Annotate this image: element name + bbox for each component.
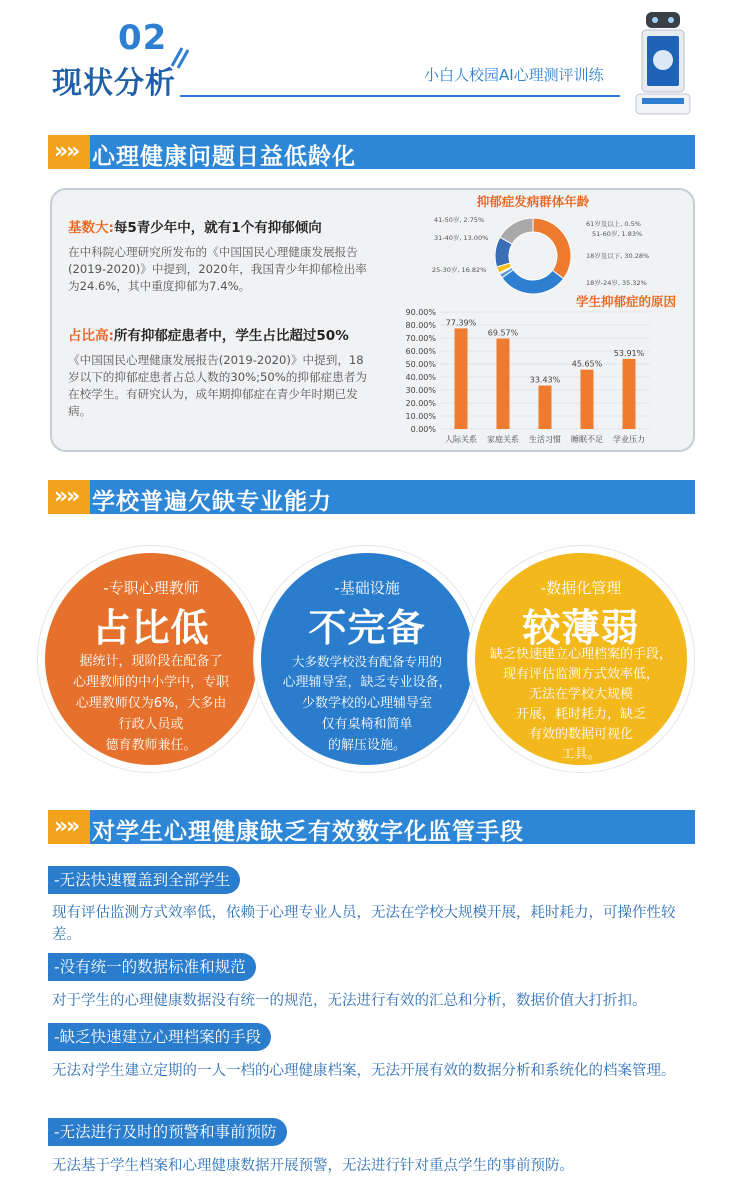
circle-description (45, 651, 257, 756)
desc-line: 心理教师仅为6%，大多由 (75, 696, 227, 711)
y-tick-label: 50.00% (405, 360, 436, 369)
bar (623, 359, 636, 429)
circle-caption: -专职心理教师 (103, 579, 199, 597)
pie-slice (502, 270, 564, 294)
bar (581, 370, 594, 429)
stat-body: 《中国国民心理健康发展报告(2019-2020)》中提到，18岁以下的抑郁症患者占总人数的30%;50%的抑郁症患者为在校学生。有研究认为，成年期抑郁症在青少年时期已发病。 (68, 353, 367, 418)
desc-line: 德育教师兼任。 (105, 738, 197, 753)
pie-label: 41-50岁, 2.75% (434, 216, 485, 224)
y-tick-label: 80.00% (405, 321, 436, 330)
issue-text: 现有评估监测方式效率低，依赖于心理专业人员，无法在学校大规模开展，耗时耗力，可操作性较差。 (52, 905, 676, 943)
pie-slice (500, 218, 533, 244)
stat-headline (68, 216, 368, 236)
issue-tag: -无法快速覆盖到全部学生 (48, 866, 240, 894)
circle-caption: -基础设施 (334, 579, 400, 597)
desc-line: 大多数学校没有配备专用的 (291, 654, 442, 669)
y-tick-label: 90.00% (405, 308, 436, 317)
circle-description (261, 651, 473, 756)
pie-slice (533, 218, 571, 279)
section-title: 心理健康问题日益低龄化 (92, 144, 356, 170)
header-divider (180, 95, 620, 97)
cause-bar-chart (405, 294, 676, 444)
circle-facilities (254, 546, 480, 772)
chevron-icon: » » (48, 135, 90, 169)
desc-line: 开展，耗时耗力，缺乏 (515, 707, 646, 722)
y-tick-label: 30.00% (405, 386, 436, 395)
circle-data-management (468, 546, 694, 772)
bar-value-label: 69.57% (487, 328, 519, 338)
x-category-label: 人际关系 (445, 435, 477, 444)
desc-line: 缺乏快速建立心理档案的手段， (489, 647, 672, 662)
desc-line: 仅有桌椅和简单 (321, 717, 413, 732)
charts-area (380, 192, 690, 450)
section-bar-3 (48, 810, 695, 844)
circle-teachers (38, 546, 264, 772)
bar-title: 学生抑郁症的原因 (575, 294, 677, 309)
desc-line: 有效的数据可视化 (528, 727, 633, 742)
bar (497, 339, 510, 429)
circle-description (475, 645, 687, 765)
circle-headline: 不完备 (308, 606, 426, 650)
circle-caption: -数据化管理 (540, 579, 622, 597)
x-category-label: 睡眠不足 (571, 435, 603, 444)
page-header (0, 0, 750, 125)
age-pie-chart (432, 194, 649, 294)
desc-line: 的解压设施。 (327, 738, 406, 753)
y-tick-label: 0.00% (410, 425, 436, 434)
issue-tag: -缺乏快速建立心理档案的手段 (48, 1023, 271, 1051)
chevron-icon: » » (48, 480, 90, 514)
pie-title: 抑郁症发病群体年龄 (476, 194, 590, 209)
stat-block-2 (68, 324, 368, 420)
circle-headline: 较薄弱 (522, 606, 640, 650)
pie-label: 18岁及以下, 30.28% (586, 252, 650, 260)
pie-label: 18岁-24岁, 35.32% (586, 279, 647, 287)
bar (455, 328, 468, 429)
page-title: 现状分析 (52, 66, 176, 101)
y-tick-label: 40.00% (405, 373, 436, 382)
x-category-label: 生活习惯 (529, 435, 561, 444)
bar-value-label: 53.91% (613, 348, 645, 358)
desc-line: 少数学校的心理辅导室 (301, 696, 432, 711)
section-bar-2 (48, 480, 695, 514)
stat-block-1 (68, 216, 368, 295)
bar-value-label: 45.65% (571, 359, 603, 369)
circle-headline: 占比低 (92, 606, 210, 650)
section-bar-1 (48, 135, 695, 169)
bar-value-label: 77.39% (445, 318, 477, 328)
pie-label: 25-30岁, 16.82% (432, 266, 487, 274)
x-category-label: 家庭关系 (487, 435, 519, 444)
desc-line: 行政人员或 (118, 717, 184, 732)
pie-label: 61岁及以上, 0.5% (586, 220, 641, 228)
issue-tag: -没有统一的数据标准和规范 (48, 953, 256, 981)
section-title: 对学生心理健康缺乏有效数字化监管手段 (92, 819, 524, 845)
desc-line: 心理辅导室，缺乏专业设备， (282, 675, 452, 690)
stat-key: 占比高: (68, 328, 114, 344)
issue-tag: -无法进行及时的预警和事前预防 (48, 1118, 287, 1146)
section-title: 学校普遍欠缺专业能力 (92, 489, 332, 515)
desc-line: 现有评估监测方式效率低， (502, 667, 659, 682)
robot-kiosk-icon (628, 8, 698, 120)
desc-line: 工具。 (561, 747, 601, 762)
bar-value-label: 33.43% (529, 375, 561, 385)
x-category-label: 学业压力 (613, 435, 645, 444)
page-subtitle: 小白人校园AI心理测评训练 (424, 66, 604, 84)
desc-line: 无法在学校大规模 (528, 687, 633, 702)
desc-line: 据统计，现阶段在配备了 (79, 654, 223, 669)
pie-label: 31-40岁, 13.00% (434, 234, 489, 242)
y-tick-label: 10.00% (405, 412, 436, 421)
y-tick-label: 20.00% (405, 399, 436, 408)
stat-headline-text: 所有抑郁症患者中，学生占比超过50% (113, 328, 349, 344)
chevron-icon: » » (48, 810, 90, 844)
stat-key: 基数大: (68, 220, 114, 236)
issue-text: 无法基于学生档案和心理健康数据开展预警，无法进行针对重点学生的事前预防。 (52, 1158, 574, 1174)
y-tick-label: 60.00% (405, 347, 436, 356)
pie-label: 51-60岁, 1.83% (592, 230, 643, 238)
issue-text: 对于学生的心理健康数据没有统一的规范，无法进行有效的汇总和分析，数据价值大打折扣。 (52, 993, 647, 1009)
bar (539, 386, 552, 429)
stat-body: 在中科院心理研究所发布的《中国国民心理健康发展报告(2019-2020)》中提到，2020年，我国青少年抑郁检出率为24.6%，其中重度抑郁为7.4%。 (68, 245, 367, 293)
desc-line: 心理教师的中小学中，专职 (72, 675, 229, 690)
stat-headline-text: 每5青少年中，就有1个有抑郁倾向 (113, 220, 322, 236)
stat-headline (68, 324, 368, 344)
y-tick-label: 70.00% (405, 334, 436, 343)
section-number: 02 (118, 18, 168, 58)
issue-text: 无法对学生建立定期的一人一档的心理健康档案，无法开展有效的数据分析和系统化的档案管理。 (52, 1063, 676, 1079)
